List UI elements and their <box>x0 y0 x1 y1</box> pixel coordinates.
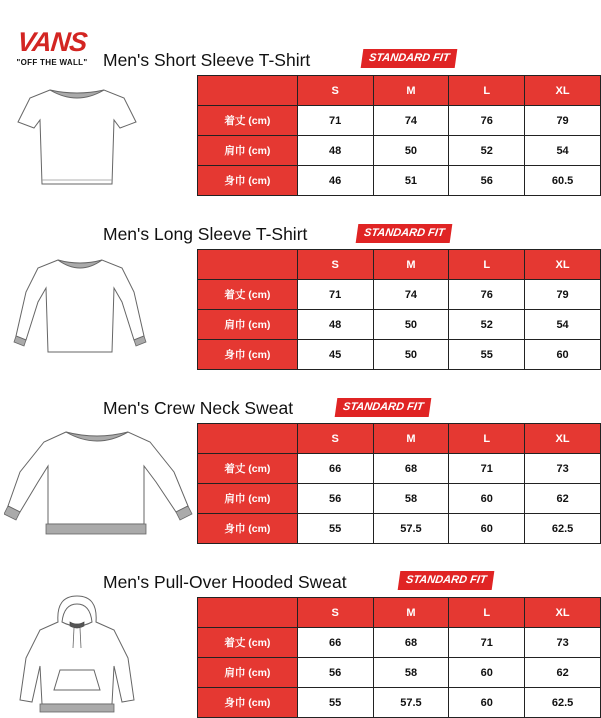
table-cell: 66 <box>297 628 373 658</box>
table-row <box>198 136 601 166</box>
size-header-row <box>198 76 601 106</box>
table-cell: 62 <box>525 658 601 688</box>
fit-badge: STANDARD FIT <box>398 571 495 590</box>
header-corner <box>198 250 298 280</box>
size-header-xl: XL <box>525 250 601 280</box>
table-cell: 56 <box>449 166 525 196</box>
short-sleeve-tshirt-icon <box>12 80 142 190</box>
row-label-length: 着丈 (cm) <box>198 280 298 310</box>
table-cell: 73 <box>525 628 601 658</box>
table-cell: 55 <box>297 688 373 718</box>
table-row <box>198 310 601 340</box>
table-cell: 76 <box>449 106 525 136</box>
size-header-s: S <box>297 598 373 628</box>
table-cell: 66 <box>297 454 373 484</box>
size-header-row <box>198 598 601 628</box>
size-header-xl: XL <box>525 598 601 628</box>
fit-badge: STANDARD FIT <box>335 398 432 417</box>
size-header-s: S <box>297 76 373 106</box>
table-cell: 62 <box>525 484 601 514</box>
row-label-shoulder: 肩巾 (cm) <box>198 310 298 340</box>
size-header-m: M <box>373 76 449 106</box>
header-corner <box>198 76 298 106</box>
table-cell: 60 <box>449 514 525 544</box>
size-header-l: L <box>449 76 525 106</box>
fit-badge: STANDARD FIT <box>356 224 453 243</box>
size-table <box>197 75 601 196</box>
table-cell: 51 <box>373 166 449 196</box>
table-cell: 54 <box>525 136 601 166</box>
section-title: Men's Pull-Over Hooded Sweat <box>103 572 347 592</box>
row-label-shoulder: 肩巾 (cm) <box>198 136 298 166</box>
row-label-shoulder: 肩巾 (cm) <box>198 658 298 688</box>
table-row <box>198 280 601 310</box>
table-cell: 58 <box>373 658 449 688</box>
table-cell: 50 <box>373 310 449 340</box>
size-table <box>197 597 601 718</box>
size-header-l: L <box>449 250 525 280</box>
table-cell: 71 <box>449 628 525 658</box>
table-cell: 55 <box>449 340 525 370</box>
size-header-row <box>198 424 601 454</box>
table-cell: 79 <box>525 280 601 310</box>
table-cell: 60 <box>525 340 601 370</box>
size-table <box>197 249 601 370</box>
row-label-width: 身巾 (cm) <box>198 688 298 718</box>
brand-tagline: "OFF THE WALL" <box>16 58 88 67</box>
table-cell: 50 <box>373 136 449 166</box>
table-cell: 74 <box>373 106 449 136</box>
table-cell: 46 <box>297 166 373 196</box>
table-cell: 56 <box>297 484 373 514</box>
row-label-length: 着丈 (cm) <box>198 454 298 484</box>
hooded-sweat-icon <box>18 592 136 716</box>
crew-neck-sweat-icon <box>4 424 194 540</box>
table-cell: 68 <box>373 628 449 658</box>
table-cell: 79 <box>525 106 601 136</box>
size-header-m: M <box>373 424 449 454</box>
size-header-s: S <box>297 424 373 454</box>
table-row <box>198 166 601 196</box>
section-title: Men's Short Sleeve T-Shirt <box>103 50 311 70</box>
table-cell: 60 <box>449 688 525 718</box>
table-row <box>198 340 601 370</box>
fit-badge: STANDARD FIT <box>361 49 458 68</box>
size-table <box>197 423 601 544</box>
section-title: Men's Crew Neck Sweat <box>103 398 294 418</box>
long-sleeve-tshirt-icon <box>10 252 150 362</box>
size-header-xl: XL <box>525 424 601 454</box>
header-corner <box>198 598 298 628</box>
table-cell: 60.5 <box>525 166 601 196</box>
table-cell: 57.5 <box>373 514 449 544</box>
table-cell: 62.5 <box>525 688 601 718</box>
size-header-xl: XL <box>525 76 601 106</box>
row-label-length: 着丈 (cm) <box>198 106 298 136</box>
table-cell: 60 <box>449 658 525 688</box>
table-row <box>198 106 601 136</box>
table-cell: 73 <box>525 454 601 484</box>
table-cell: 76 <box>449 280 525 310</box>
header-corner <box>198 424 298 454</box>
table-row <box>198 454 601 484</box>
table-cell: 74 <box>373 280 449 310</box>
table-cell: 60 <box>449 484 525 514</box>
size-header-m: M <box>373 250 449 280</box>
row-label-shoulder: 肩巾 (cm) <box>198 484 298 514</box>
table-cell: 50 <box>373 340 449 370</box>
table-cell: 52 <box>449 310 525 340</box>
size-header-m: M <box>373 598 449 628</box>
table-cell: 54 <box>525 310 601 340</box>
size-header-s: S <box>297 250 373 280</box>
table-cell: 68 <box>373 454 449 484</box>
row-label-width: 身巾 (cm) <box>198 166 298 196</box>
table-cell: 55 <box>297 514 373 544</box>
table-cell: 71 <box>449 454 525 484</box>
table-row <box>198 484 601 514</box>
row-label-length: 着丈 (cm) <box>198 628 298 658</box>
row-label-width: 身巾 (cm) <box>198 514 298 544</box>
table-cell: 62.5 <box>525 514 601 544</box>
brand-name: VANS <box>15 27 89 57</box>
table-cell: 57.5 <box>373 688 449 718</box>
table-cell: 48 <box>297 310 373 340</box>
table-cell: 71 <box>297 106 373 136</box>
table-cell: 45 <box>297 340 373 370</box>
table-cell: 52 <box>449 136 525 166</box>
vans-logo <box>8 28 96 72</box>
size-header-row <box>198 250 601 280</box>
section-title: Men's Long Sleeve T-Shirt <box>103 224 308 244</box>
table-cell: 48 <box>297 136 373 166</box>
table-cell: 71 <box>297 280 373 310</box>
table-row <box>198 628 601 658</box>
table-row <box>198 688 601 718</box>
size-header-l: L <box>449 424 525 454</box>
table-cell: 56 <box>297 658 373 688</box>
size-header-l: L <box>449 598 525 628</box>
row-label-width: 身巾 (cm) <box>198 340 298 370</box>
table-row <box>198 514 601 544</box>
table-cell: 58 <box>373 484 449 514</box>
table-row <box>198 658 601 688</box>
